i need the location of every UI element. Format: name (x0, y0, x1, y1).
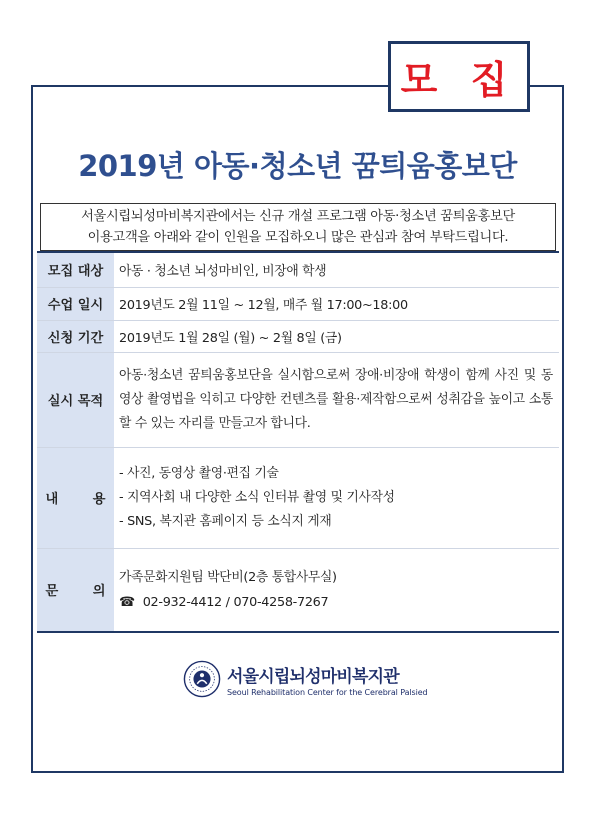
contact-phone-line (119, 590, 553, 615)
purpose-text: 아동·청소년 꿈틔움홍보단을 실시함으로써 장애·비장애 학생이 함께 사진 및 동영상 촬영법을 익히고 다양한 컨텐츠를 활용·제작함으로써 성취감을 높이고 소통할 수 있는 자리를 만들고자 합니다. (119, 367, 553, 431)
contact-team: 가족문화지원팀 박단비(2층 통합사무실) (119, 569, 337, 585)
label-contact-text: 문 의 (45, 584, 106, 600)
intro-box (40, 203, 556, 251)
value-contact (114, 548, 559, 632)
label-target: 모집 대상 (37, 252, 114, 287)
recruit-stamp (388, 41, 530, 112)
label-content-text: 내 용 (45, 492, 106, 507)
table-row-target (37, 252, 559, 287)
value-purpose (114, 352, 559, 447)
value-target: 아동 · 청소년 뇌성마비인, 비장애 학생 (114, 252, 559, 287)
label-contact (37, 548, 114, 632)
center-emblem-icon (183, 660, 221, 698)
info-table (37, 251, 559, 633)
table-row-content (37, 447, 559, 548)
table-row-schedule (37, 287, 559, 320)
label-schedule: 수업 일시 (37, 287, 114, 320)
content-item-3: - SNS, 복지관 홈페이지 등 소식지 게재 (119, 513, 332, 529)
logo-texts (227, 662, 428, 697)
table-row-apply (37, 320, 559, 352)
label-purpose: 실시 목적 (37, 352, 114, 447)
label-apply: 신청 기간 (37, 320, 114, 352)
intro-line-1: 서울시립뇌성마비복지관에서는 신규 개설 프로그램 아동·청소년 꿈틔움홍보단 (81, 209, 515, 224)
phone-icon: ☎ (119, 594, 135, 610)
content-item-2: - 지역사회 내 다양한 소식 인터뷰 촬영 및 기사작성 (119, 489, 395, 505)
label-content (37, 447, 114, 548)
logo-name-en: Seoul Rehabilitation Center for the Cerebral Palsied (227, 687, 428, 697)
value-content (114, 447, 559, 548)
contact-phone: 02-932-4412 / 070-4258-7267 (142, 594, 329, 610)
center-logo (183, 660, 428, 698)
table-row-purpose (37, 352, 559, 447)
value-schedule: 2019년도 2월 11일 ~ 12월, 매주 월 17:00~18:00 (114, 287, 559, 320)
page-title: 2019년 아동·청소년 꿈틔움홍보단 (78, 149, 517, 183)
value-apply: 2019년도 1월 28일 (월) ~ 2월 8일 (금) (114, 320, 559, 352)
intro-line-2: 이용고객을 아래와 같이 인원을 모집하오니 많은 관심과 참여 부탁드립니다. (87, 230, 509, 245)
content-item-1: - 사진, 동영상 촬영·편집 기술 (119, 465, 279, 481)
stamp-text: 모 집 (400, 58, 518, 102)
table-row-contact (37, 548, 559, 632)
logo-name-kr: 서울시립뇌성마비복지관 (227, 666, 399, 687)
